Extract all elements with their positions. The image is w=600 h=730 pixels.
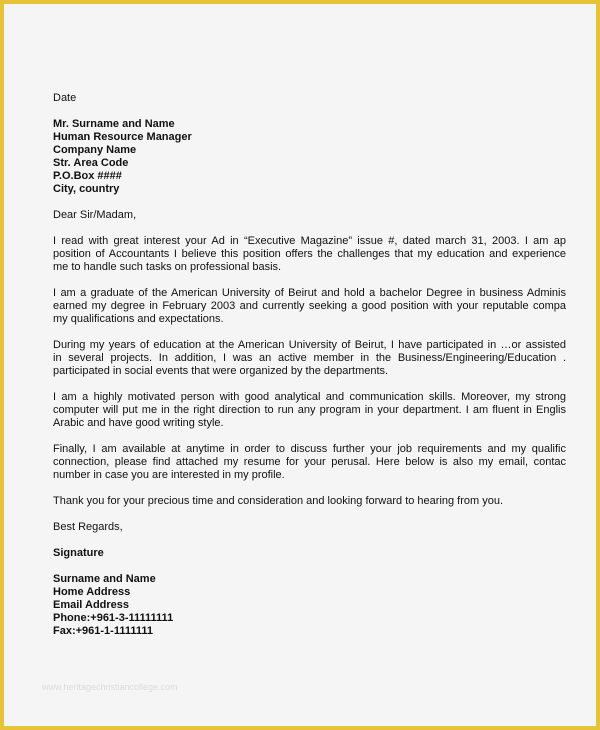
- spacer: [53, 274, 566, 287]
- sender-phone: Phone:+961-3-11111111: [53, 612, 174, 624]
- spacer: [53, 508, 566, 521]
- recipient-company: Company Name: [53, 144, 137, 156]
- letter-body: [53, 92, 566, 638]
- spacer: [53, 326, 566, 339]
- paragraph-line: me to handle such tasks on professional basis.: [53, 261, 282, 273]
- paragraph-line: in several projects. In addition, I was an active member in the Business/Engineering/Education .: [53, 352, 566, 364]
- sender-fax: Fax:+961-1-1111111: [53, 625, 154, 637]
- sender-home-address: Home Address: [53, 586, 131, 598]
- paragraph-4: [53, 391, 566, 430]
- spacer: [53, 378, 566, 391]
- paragraph-5: [53, 443, 566, 482]
- spacer: [53, 196, 566, 209]
- thanks-line: Thank you for your precious time and consideration and looking forward to hearing from you.: [53, 495, 504, 507]
- sender-email: Email Address: [53, 599, 130, 611]
- spacer: [53, 482, 566, 495]
- spacer: [53, 534, 566, 547]
- letter-page: [4, 4, 596, 726]
- paragraph-line: Finally, I am available at anytime in order to discuss further your job requirements and my qualific: [53, 443, 566, 455]
- closing-line: Best Regards,: [53, 521, 123, 533]
- paragraph-line: During my years of education at the American University of Beirut, I have participated in …or assisted: [53, 339, 566, 351]
- signature-label: Signature: [53, 547, 104, 559]
- paragraph-line: I am a graduate of the American University of Beirut and hold a bachelor Degree in business Adminis: [53, 287, 566, 299]
- spacer: [53, 560, 566, 573]
- date-line: Date: [53, 92, 77, 104]
- recipient-city: City, country: [53, 183, 120, 195]
- sender-block: [53, 573, 566, 638]
- recipient-pobox: P.O.Box ####: [53, 170, 122, 182]
- sender-name: Surname and Name: [53, 573, 156, 585]
- salutation: Dear Sir/Madam,: [53, 209, 137, 221]
- spacer: [53, 222, 566, 235]
- paragraph-line: connection, please find attached my resume for your perusal. Here below is also my email, contac: [53, 456, 566, 468]
- paragraph-line: my qualifications and expectations.: [53, 313, 224, 325]
- recipient-street: Str. Area Code: [53, 157, 129, 169]
- watermark-text: www.heritagechristiancollege.com: [42, 682, 178, 692]
- recipient-block: [53, 118, 566, 196]
- spacer: [53, 430, 566, 443]
- paragraph-3: [53, 339, 566, 378]
- paragraph-line: I read with great interest your Ad in “Executive Magazine” issue #, dated march 31, 2003. I am ap: [53, 235, 566, 247]
- paragraph-1: [53, 235, 566, 274]
- paragraph-line: participated in social events that were organized by the departments.: [53, 365, 389, 377]
- recipient-title: Human Resource Manager: [53, 131, 192, 143]
- paragraph-line: computer will put me in the right direction to run any program in your department. I am fluent in Englis: [53, 404, 566, 416]
- recipient-name: Mr. Surname and Name: [53, 118, 175, 130]
- paragraph-line: I am a highly motivated person with good analytical and communication skills. Moreover, my strong: [53, 391, 566, 403]
- paragraph-line: position of Accountants I believe this position offers the challenges that my education and experience: [53, 248, 566, 260]
- paragraph-line: Arabic and have good writing style.: [53, 417, 224, 429]
- paragraph-line: earned my degree in February 2003 and currently seeking a good position with your reputable compa: [53, 300, 566, 312]
- spacer: [53, 105, 566, 118]
- paragraph-line: number in case you are interested in my profile.: [53, 469, 285, 481]
- paragraph-2: [53, 287, 566, 326]
